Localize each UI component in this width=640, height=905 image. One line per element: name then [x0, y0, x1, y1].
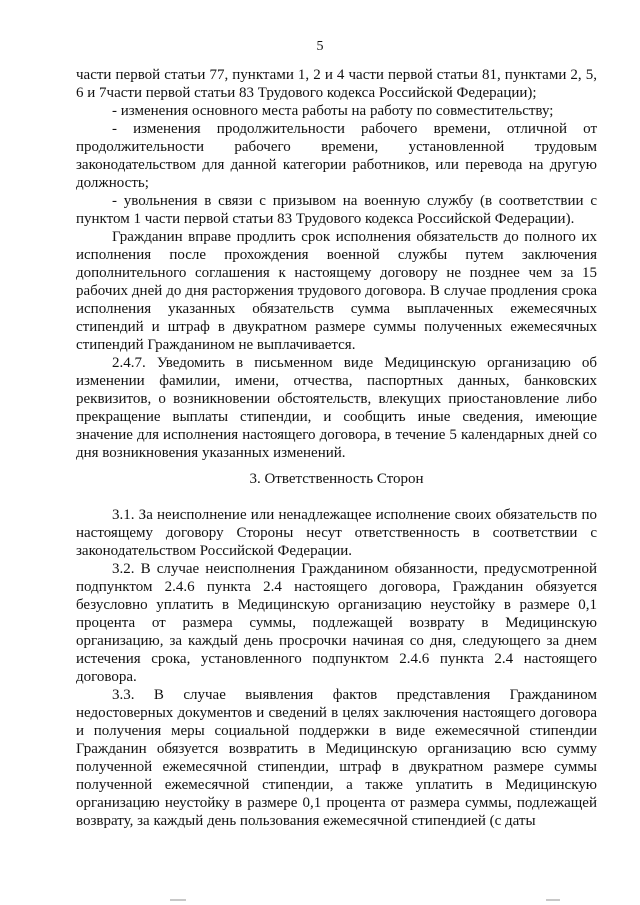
list-item-part-time: - изменения основного места работы на работу по совместительству;	[112, 103, 554, 119]
paragraph-3-2: 3.2. В случае неисполнения Гражданином обязанности, предусмотренной подпунктом 2.4.6 пункта 2.4 настоящего договора, Гражданин обязуется безусловно уплатить в Медицинскую организацию неустойку в размере 0,1 процента от размера суммы, подлежащей возврату в Медицинскую организацию, за каждый день просрочки начиная со дня, следующего за днем истечения срока, установленного подпунктом 2.4.6 пункта 2.4 настоящего договора.	[76, 561, 597, 685]
list-item-military-service: - увольнения в связи с призывом на военную службу (в соответствии с пунктом 1 части первой статьи 83 Трудового кодекса Российской Федерации).	[76, 193, 597, 227]
paragraph-continuation: части первой статьи 77, пунктами 1, 2 и 4 части первой статьи 81, пунктами 2, 5, 6 и 7части первой статьи 83 Трудового кодекса Российской Федерации);	[76, 67, 597, 101]
paragraph-3-3: 3.3. В случае выявления фактов представления Гражданином недостоверных документов и сведений в целях заключения настоящего договора и получения меры социальной поддержки в виде ежемесячной стипендии Гражданин обязуется возвратить в Медицинскую организацию всю сумму полученной ежемесячной стипендии, штраф в двукратном размере суммы полученной ежемесячной стипендии, а также уплатить в Медицинскую организацию неустойку в размере 0,1 процента от размера суммы, подлежащей возврату, за каждый день пользования ежемесячной стипендией (с даты	[76, 687, 597, 829]
footer-mark-left	[170, 899, 186, 901]
section-heading: 3. Ответственность Сторон	[249, 471, 424, 487]
footer-mark-right	[546, 899, 560, 901]
page-number: 5	[316, 39, 324, 54]
paragraph-2-4-7: 2.4.7. Уведомить в письменном виде Медицинскую организацию об изменении фамилии, имени, отчества, паспортных данных, банковских реквизитов, о возникновении обстоятельств, влекущих приостановление либо прекращение выплаты стипендии, и сообщить иные сведения, имеющие значение для исполнения настоящего договора, в течение 5 календарных дней со дня возникновения указанных изменений.	[76, 355, 597, 461]
paragraph-extension: Гражданин вправе продлить срок исполнения обязательств до полного их исполнения после прохождения военной службы путем заключения дополнительного соглашения к настоящему договору не позднее чем за 15 рабочих дней до дня расторжения трудового договора. В случае продления срока исполнения указанных обязательств сумма выплаченных ежемесячных стипендий и штраф в двукратном размере суммы полученных ежемесячных стипендий Гражданином не выплачивается.	[76, 229, 597, 353]
list-item-working-hours: - изменения продолжительности рабочего времени, отличной от продолжительности рабочего времени, установленной трудовым законодательством для данной категории работников, или перевода на другую должность;	[76, 121, 597, 191]
paragraph-3-1: 3.1. За неисполнение или ненадлежащее исполнение своих обязательств по настоящему договору Стороны несут ответственность в соответствии с законодательством Российской Федерации.	[76, 507, 597, 559]
